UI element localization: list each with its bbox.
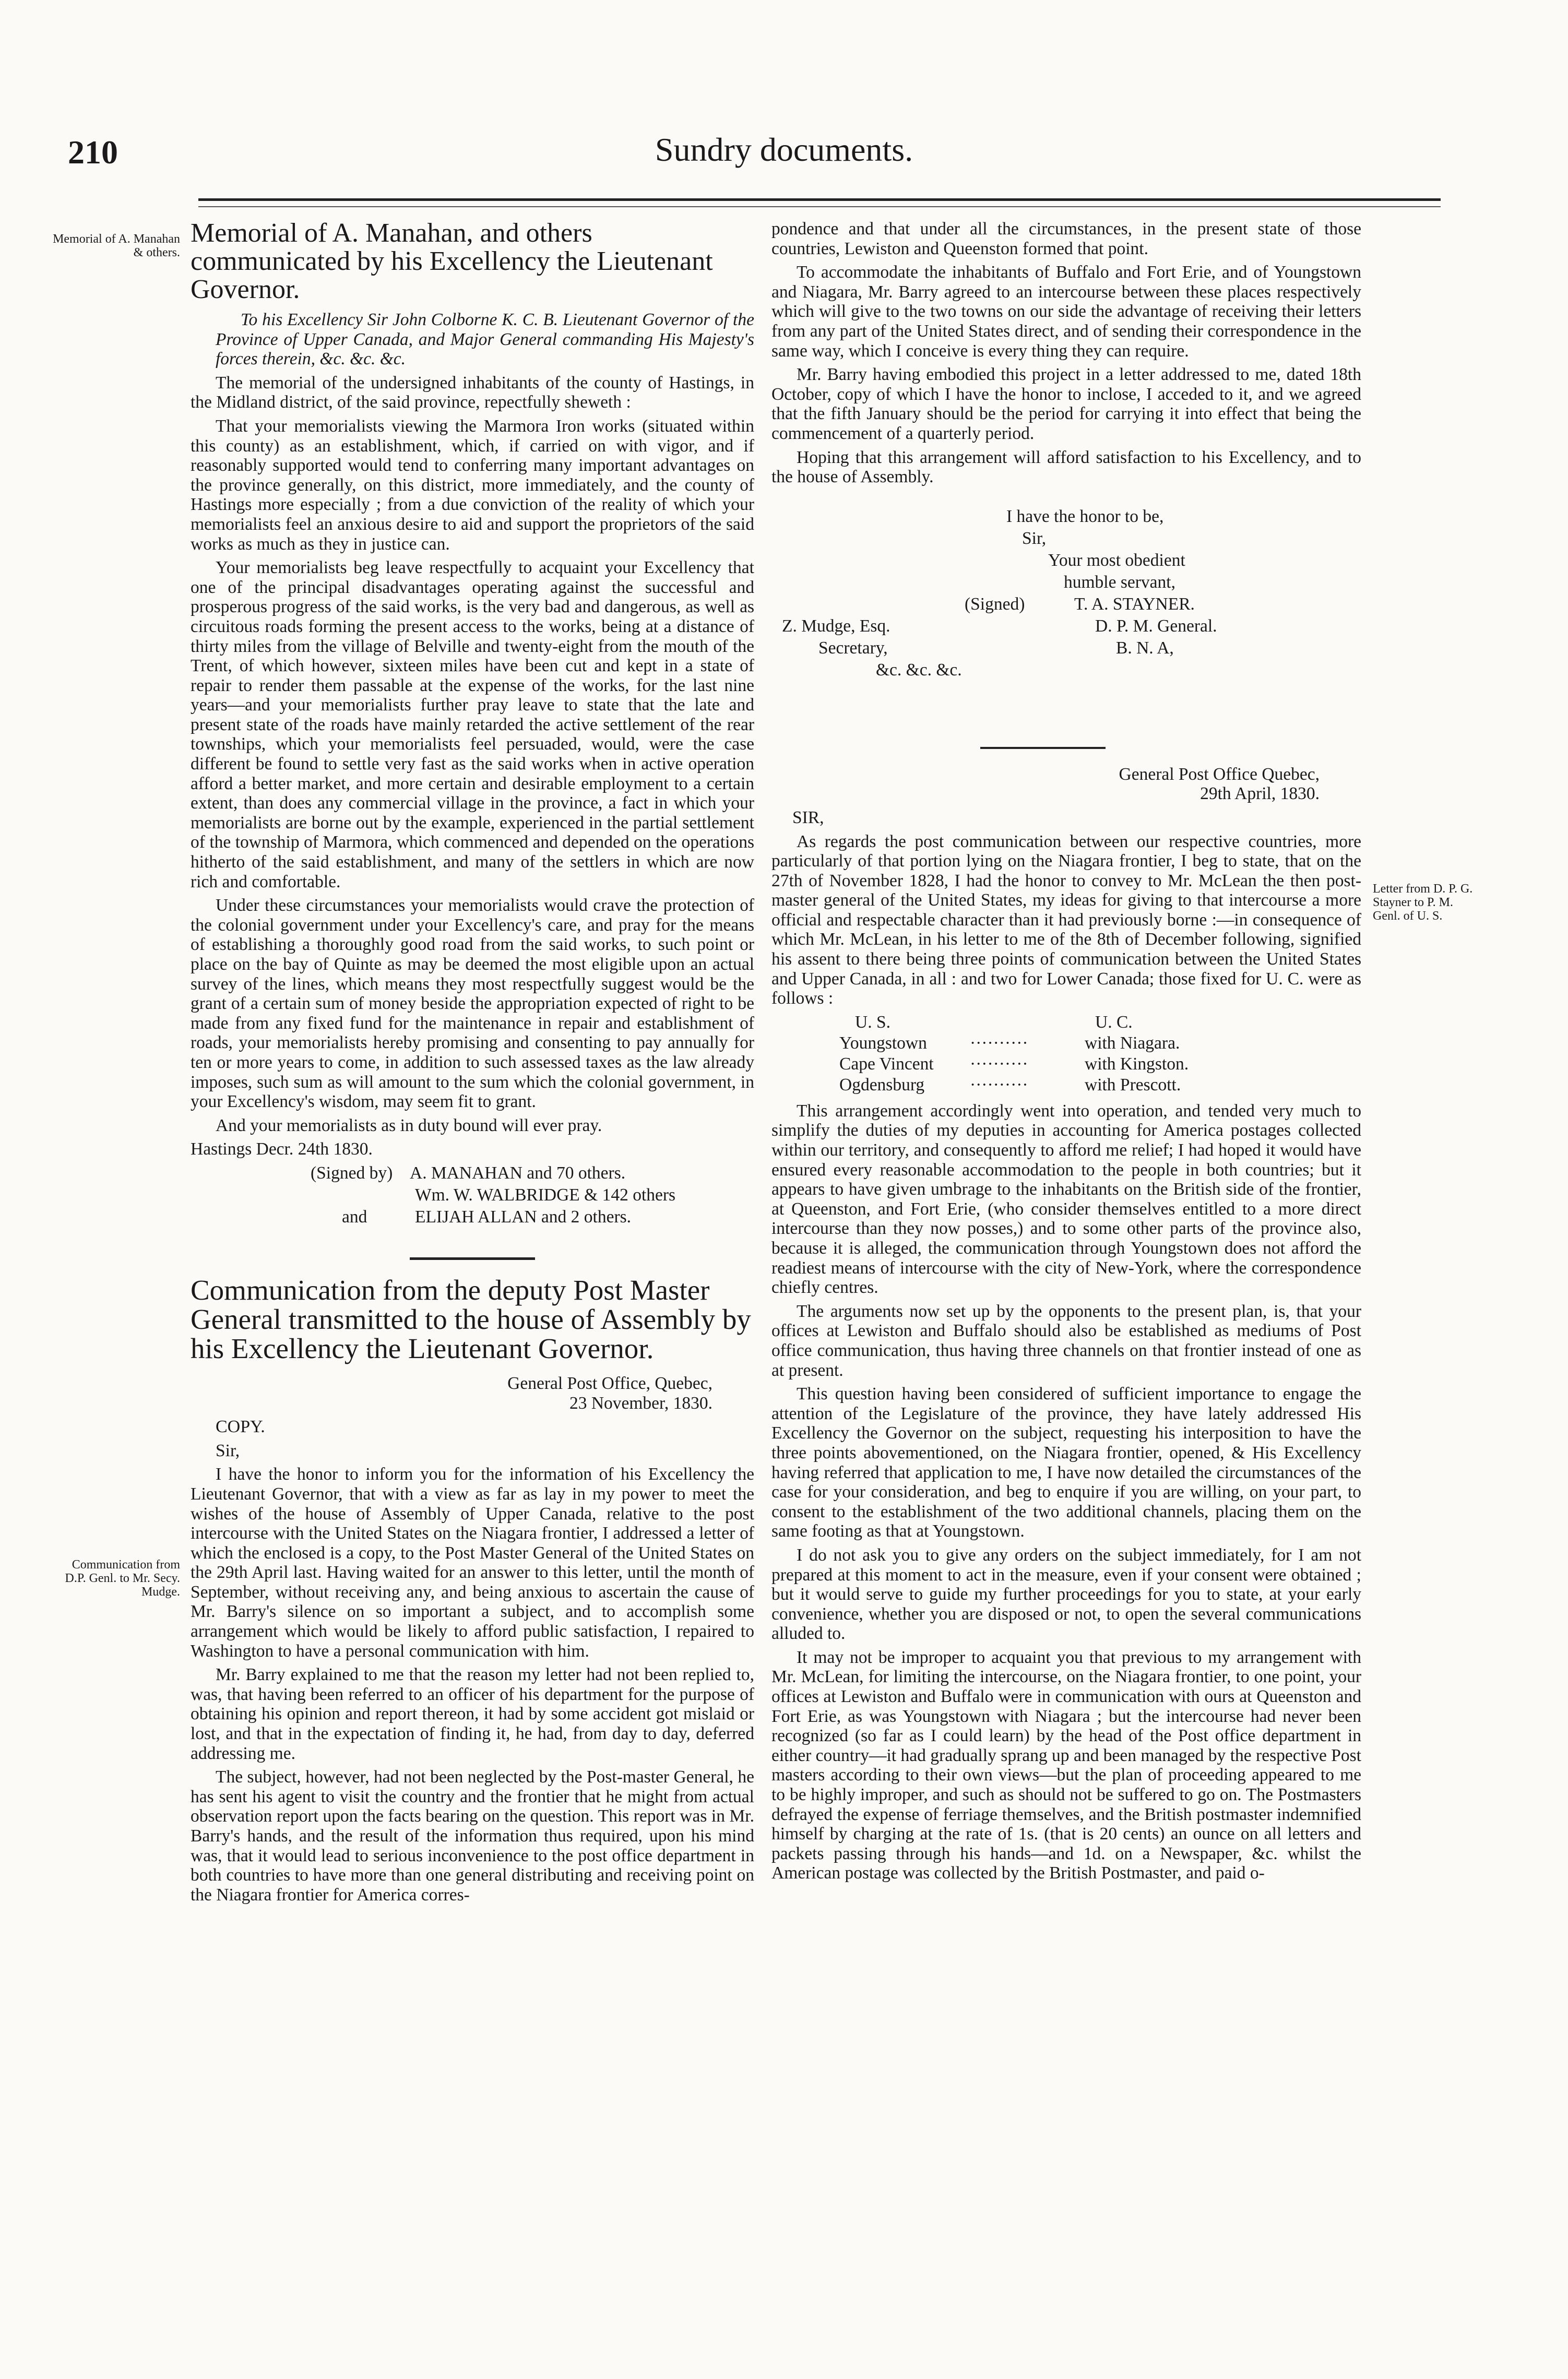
closing-line: Sir,: [1022, 528, 1047, 548]
signatures: [191, 1163, 754, 1242]
date: 29th April, 1830.: [1200, 784, 1320, 804]
table-leader: ··········: [970, 1054, 1028, 1074]
closing-line: I have the honor to be,: [1006, 506, 1164, 526]
salutation: Sir,: [216, 1441, 240, 1460]
copy-label: COPY.: [216, 1417, 265, 1437]
paragraph: The memorial of the undersigned inhabitants of the county of Hastings, in the Midland district, of the said province, repectfully sheweth :: [191, 373, 754, 412]
closing-line: B. N. A,: [1116, 638, 1174, 658]
salutation: SIR,: [792, 807, 824, 827]
paragraph: And your memorialists as in duty bound will ever pray.: [216, 1115, 602, 1135]
paragraph: It may not be improper to acquaint you that previous to my arrangement with Mr. McLean, for limiting the intercourse, on the Niagara frontier, to one point, your offices at Lewiston and Buffalo were in communication with ours at Queenston and Fort Erie, as was Youngstown with Niagara ; but the intercourse had never been recognized (so far as I could learn) by the head of the Post office department in either country—it had gradually sprang up and been managed by the respective Post masters according to their own views—but the plan of proceeding appeared to me to be highly improper, and such as should not be suffered to go on. The Postmasters defrayed the expense of ferriage themselves, and the British postmaster indemnified himself by charging at the rate of 1s. (that is 20 cents) an ounce on all letters and packets passing through his hands—and 1d. on a Newspaper, &c. whilst the American postage was collected by the British Postmaster, and paid o-: [771, 1647, 1361, 1883]
paragraph: Mr. Barry explained to me that the reason my letter had not been replied to, was, that having been referred to an officer of his department for the purpose of obtaining his opinion and report thereon, it had by some accident got mislaid or lost, and that in the expectation of finding it, he had, from day to day, deferred addressing me.: [191, 1665, 754, 1763]
paragraph: Hoping that this arrangement will afford satisfaction to his Excellency, and to the house of Assembly.: [771, 447, 1361, 487]
paragraph: I do not ask you to give any orders on the subject immediately, for I am not prepared at this moment to act in the measure, even if your consent were obtained ; but it would serve to guide my further proceedings for you to state, at your early convenience, whether you are disposed or not, to open the several communications alluded to.: [771, 1545, 1361, 1644]
table-header: U. C.: [1095, 1012, 1133, 1032]
paragraph: That your memorialists viewing the Marmora Iron works (situated within this county) as an establishment, which, if carried on with vigor, and if reasonably supported would tend to conferring many important advantages on the province generally, on this district, more immediately, and the county of Hastings more especially ; from a due conviction of the reality of which your memorialists feel an anxious desire to aid and support the proprietors of the said works as much as they in justice can.: [191, 416, 754, 554]
paragraph: As regards the post communication between our respective countries, more particularly of that portion lying on the Niagara frontier, I beg to state, that on the 27th of November 1828, I had the honor to convey to Mr. McLean the then post-master general of the United States, my ideas for giving to that intercourse a more official and respectable character than it had previously borne :—in consequence of which Mr. McLean, in his letter to me of the 8th of December following, signified his assent to there being three points of communication between the United States and Upper Canada, in all : and two for Lower Canada; those fixed for U. C. were as follows :: [771, 831, 1361, 1008]
page-number: 210: [68, 134, 118, 171]
date-line: Hastings Decr. 24th 1830.: [191, 1139, 373, 1159]
closing-line: Z. Mudge, Esq.: [782, 616, 890, 636]
date-line: [771, 765, 1361, 804]
signature: Wm. W. WALBRIDGE & 142 others: [415, 1185, 676, 1205]
signature-and: and: [342, 1207, 367, 1227]
table-header: U. S.: [855, 1012, 890, 1032]
header-rule: [198, 198, 1441, 201]
section-title: Communication from the deputy Post Master General transmitted to the house of Assembly by his Excellency the Lieutenant Governor.: [191, 1274, 751, 1364]
date-line: [191, 1374, 754, 1413]
closing-signed: (Signed): [965, 594, 1025, 614]
letter-closing: [771, 491, 1361, 731]
table-cell: Youngstown: [839, 1033, 927, 1053]
post-points-table: [771, 1013, 1361, 1101]
closing-signature: T. A. STAYNER.: [1074, 594, 1195, 614]
paragraph: To accommodate the inhabitants of Buffalo and Fort Erie, and of Youngstown and Niagara, Mr. Barry agreed to an intercourse between these places respectively which will give to the two towns on our side the advantage of receiving their letters from any part of the United States direct, and of sending their correspondence in the same way, which I conceive is every thing they can require.: [771, 263, 1361, 361]
closing-line: humble servant,: [1064, 572, 1175, 592]
table-cell: Ogdensburg: [839, 1075, 925, 1095]
closing-line: &c. &c. &c.: [876, 660, 962, 680]
table-cell: with Prescott.: [1085, 1075, 1181, 1095]
paragraph: This question having been considered of sufficient importance to engage the attention of the Legislature of the province, they have lately addressed His Excellency the Governor on the subject, requesting his interposition to have the three points abovementioned, on the Niagara frontier, opened, & His Excellency having referred that application to me, I have now detailed the circumstances of the case for your consideration, and beg to enquire if you are willing, on your part, to consent to the establishment of the two additional channels, placing them on the same footing as that at Youngstown.: [771, 1384, 1361, 1541]
signature: A. MANAHAN and 70 others.: [410, 1163, 626, 1183]
paragraph: The arguments now set up by the opponents to the present plan, is, that your offices at Lewiston and Buffalo should also be established as mediums of Post office communication, thus having three channels on that frontier instead of one as at present.: [771, 1301, 1361, 1380]
table-cell: Cape Vincent: [839, 1054, 934, 1074]
section-divider: [980, 747, 1106, 749]
address-line: To his Excellency Sir John Colborne K. C. B. Lieutenant Governor of the Province of Upper Canada, and Major General commanding His Majesty's forces therein, &c. &c. &c.: [216, 310, 754, 369]
place: General Post Office, Quebec,: [507, 1373, 712, 1393]
table-cell: with Kingston.: [1085, 1054, 1189, 1074]
paragraph: pondence and that under all the circumstances, in the present state of those countries, Lewiston and Queenston formed that point.: [771, 219, 1361, 258]
paragraph: I have the honor to inform you for the information of his Excellency the Lieutenant Governor, that with a view as far as lay in my power to meet the wishes of the house of Assembly of Upper Canada, relative to the post intercourse with the United States on the Niagara frontier, I addressed a letter of which the enclosed is a copy, to the Post Master General of the United States on the 29th April last. Having waited for an answer to this letter, until the month of September, without receiving any, and being anxious to ascertain the cause of Mr. Barry's silence on so important a subject, and to accomplish some arrangement which would be likely to afford public satisfaction, I repaired to Washington to have a personal communication with him.: [191, 1465, 754, 1661]
signature: ELIJAH ALLAN and 2 others.: [415, 1207, 632, 1227]
place: General Post Office Quebec,: [1119, 764, 1320, 784]
margin-note: Memorial of A. Manahan & others.: [53, 232, 180, 259]
running-head: Sundry documents.: [655, 131, 913, 168]
closing-line: Your most obedient: [1048, 550, 1185, 570]
left-column: [191, 219, 754, 1909]
date: 23 November, 1830.: [569, 1393, 712, 1413]
margin-note: Communication from D.P. Genl. to Mr. Secy. Mudge.: [65, 1558, 180, 1599]
section-divider: [410, 1257, 535, 1260]
margin-note: Letter from D. P. G. Stayner to P. M. Genl. of U. S.: [1373, 882, 1473, 923]
section-title: Memorial of A. Manahan, and others communicated by his Excellency the Lieutenant Governor.: [191, 218, 713, 304]
signed-by: (Signed by): [311, 1163, 393, 1183]
closing-line: Secretary,: [818, 638, 888, 658]
table-leader: ··········: [970, 1033, 1028, 1053]
paragraph: Mr. Barry having embodied this project in a letter addressed to me, dated 18th October, copy of which I have the honor to inclose, I acceded to it, and we agreed that the fifth January should be the period for carrying it into effect that being the commencement of a quarterly period.: [771, 365, 1361, 443]
paragraph: Under these circumstances your memorialists would crave the protection of the colonial government under your Excellency's care, and pray for the means of establishing a thoroughly good road from the said works, to such point or place on the bay of Quinte as may be deemed the most eligible upon an actual survey of the lines, which means they most respectfully suggest would be the grant of a certain sum of money beside the appropriation expected of right to be made from any fixed fund for the maintenance in repair and establishment of roads, your memorialists hereby promising and consenting to pay annually for ten or more years to come, in addition to such assessed taxes as the law already imposes, such sum as will amount to the sum which the colonial government, in your Excellency's wisdom, may seem fit to grant.: [191, 896, 754, 1112]
table-cell: with Niagara.: [1085, 1033, 1180, 1053]
paragraph: The subject, however, had not been neglected by the Post-master General, he has sent his agent to visit the country and the frontier that he might from actual observation report upon the facts bearing on the question. This report was in Mr. Barry's hands, and the result of the information thus required, upon his mind was, that it would lead to serious inconvenience to the post office department in both countries to have more than one general distributing and receiving point on the Niagara frontier for America corres-: [191, 1767, 754, 1905]
header-rule-thin: [198, 206, 1441, 207]
paragraph: Your memorialists beg leave respectfully to acquaint your Excellency that one of the principal disadvantages operating against the successful and prosperous progress of the said works, is the very bad and dangerous, as well as circuitous roads forming the present access to the works, being at a distance of thirty miles from the village of Belville and twenty-eight from the mouth of the Trent, of which however, sixteen miles have been cut and kept in a state of repair to render them passable at the expense of the works, for the last nine years—and your memorialists further pray leave to state that the late and present state of the roads have mainly retarded the active settlement of the rear townships, which your memorialists feel persuaded, would, were the case different be found to settle very fast as the said works when in active operation afford a better market, and more certain and desirable employment to a certain extent, than does any commercial village in the province, a fact in which your memorialists are borne out by the example, experienced in the partial settlement of the township of Marmora, which commenced and depended on the operations hitherto of the said establishment, and many of the settlers in which are now rich and comfortable.: [191, 558, 754, 891]
table-leader: ··········: [970, 1075, 1028, 1095]
right-column: [771, 219, 1361, 1887]
paragraph: This arrangement accordingly went into operation, and tended very much to simplify the duties of my deputies in accounting for America postages collected within our territory, and consequently to afford me relief; I had hoped it would have ensured every reasonable accommodation to the people in both countries; but it appears to have given umbrage to the inhabitants on the British side of the frontier, at Queenston, and Fort Erie, (who consider themselves entitled to a more direct intercourse than they now posses,) and to some other parts of the province also, because it is alleged, the communication through Youngstown does not afford the readiest means of intercourse with the city of New-York, where the correspondence chiefly centres.: [771, 1101, 1361, 1298]
closing-line: D. P. M. General.: [1095, 616, 1217, 636]
